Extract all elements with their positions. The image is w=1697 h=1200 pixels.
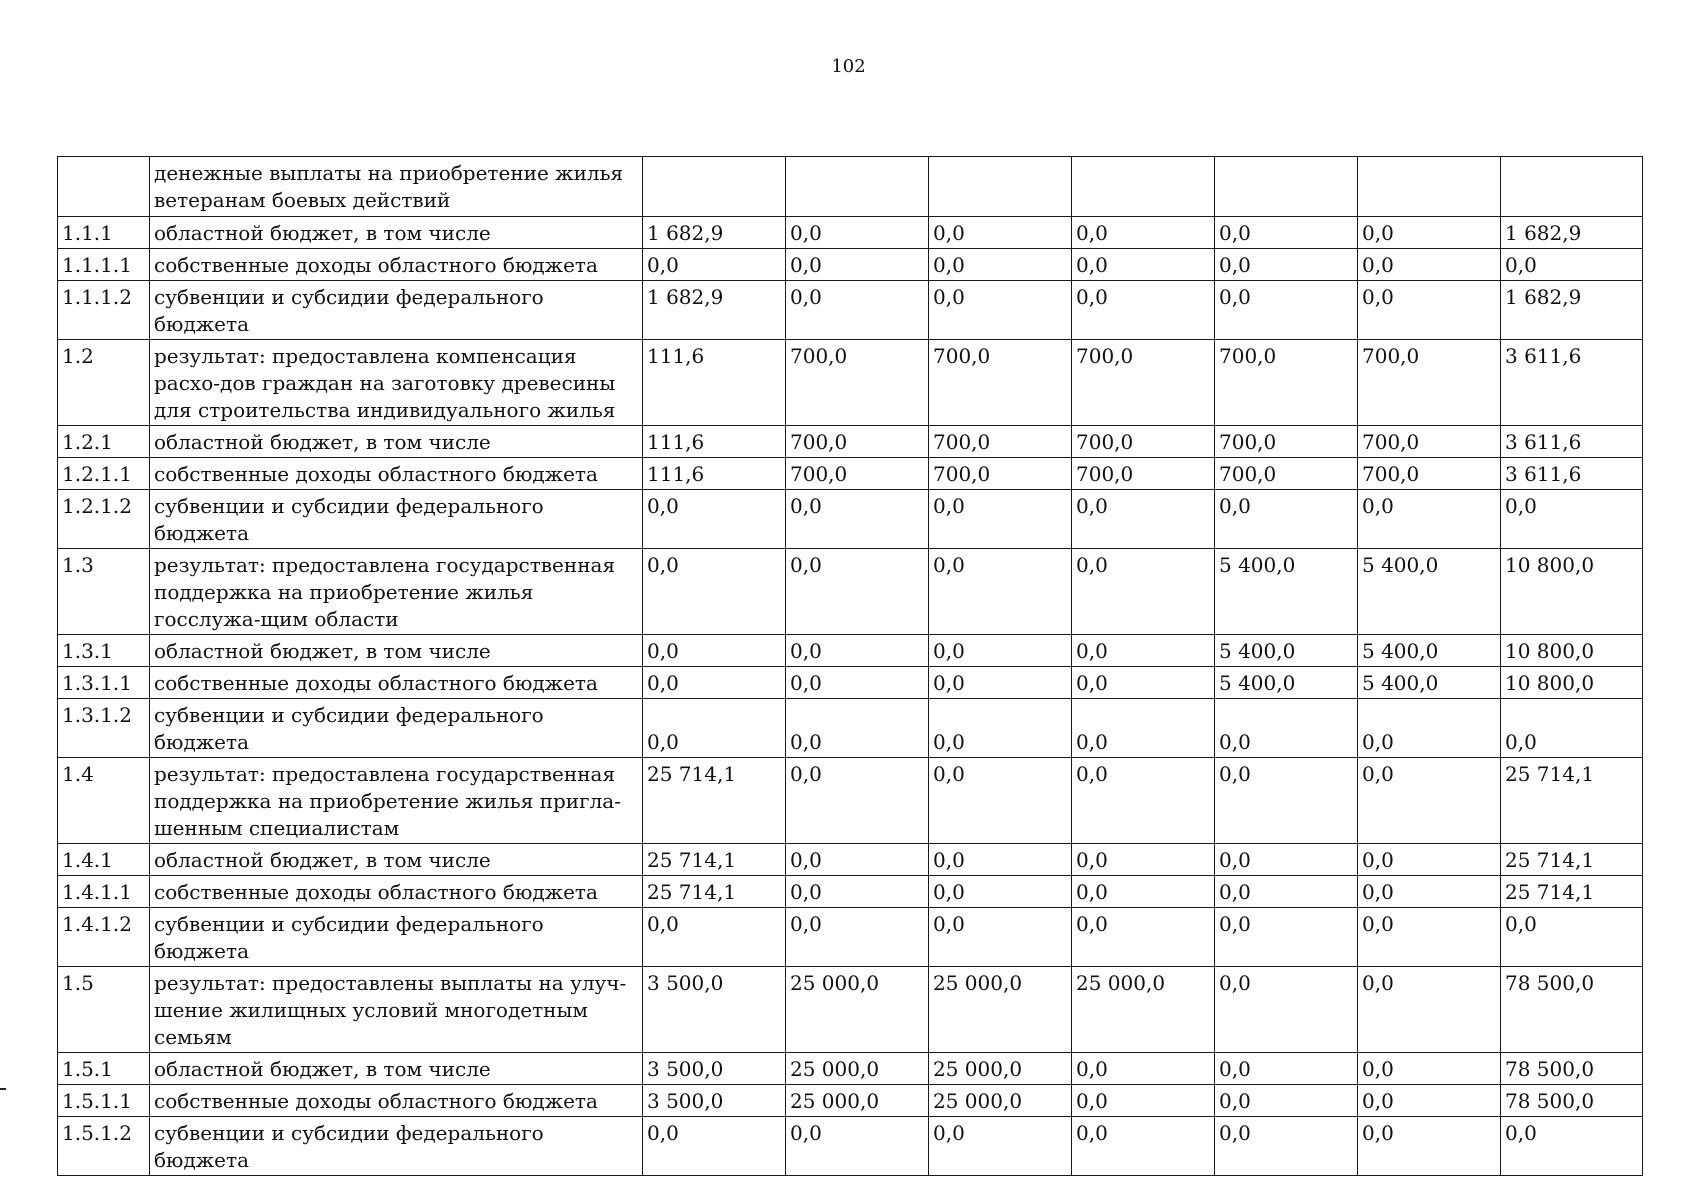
row-value: 0,0 (1358, 967, 1501, 1053)
row-code: 1.4.1.1 (58, 876, 150, 908)
row-value: 700,0 (786, 426, 929, 458)
row-code: 1.1.1.2 (58, 281, 150, 340)
row-value: 0,0 (643, 635, 786, 667)
row-code: 1.4.1.2 (58, 908, 150, 967)
row-value: 700,0 (1215, 340, 1358, 426)
row-value: 700,0 (1358, 426, 1501, 458)
table-body (58, 157, 1643, 1176)
table-row (58, 281, 1643, 340)
row-value: 0,0 (1501, 490, 1643, 549)
row-code: 1.4 (58, 758, 150, 844)
row-value: 700,0 (1072, 426, 1215, 458)
row-value (643, 157, 786, 217)
row-value: 700,0 (929, 340, 1072, 426)
row-value: 1 682,9 (643, 217, 786, 249)
table-row (58, 490, 1643, 549)
row-value: 0,0 (1072, 667, 1215, 699)
row-name: собственные доходы областного бюджета (150, 458, 643, 490)
row-value: 3 611,6 (1501, 340, 1643, 426)
row-value: 25 000,0 (929, 1053, 1072, 1085)
row-value: 0,0 (1358, 1053, 1501, 1085)
table-row (58, 549, 1643, 635)
row-value: 0,0 (929, 699, 1072, 758)
row-value: 0,0 (1358, 1117, 1501, 1176)
page-number: 102 (831, 56, 866, 77)
row-value (929, 157, 1072, 217)
row-code (58, 157, 150, 217)
row-value (1501, 157, 1643, 217)
row-value: 5 400,0 (1358, 635, 1501, 667)
row-code: 1.3.1.1 (58, 667, 150, 699)
row-value: 0,0 (1072, 249, 1215, 281)
row-value: 0,0 (1501, 699, 1643, 758)
table-row (58, 667, 1643, 699)
row-value: 700,0 (786, 340, 929, 426)
row-value: 25 714,1 (643, 844, 786, 876)
row-value: 0,0 (1215, 249, 1358, 281)
row-value: 0,0 (929, 667, 1072, 699)
row-value: 700,0 (1215, 458, 1358, 490)
row-value: 0,0 (786, 217, 929, 249)
row-value: 0,0 (929, 635, 1072, 667)
row-name: областной бюджет, в том числе (150, 844, 643, 876)
row-value: 78 500,0 (1501, 1085, 1643, 1117)
row-value: 0,0 (1215, 876, 1358, 908)
row-value: 700,0 (1358, 458, 1501, 490)
row-value: 0,0 (643, 667, 786, 699)
row-value: 10 800,0 (1501, 667, 1643, 699)
row-value: 78 500,0 (1501, 967, 1643, 1053)
row-value: 0,0 (1358, 699, 1501, 758)
row-value: 0,0 (1072, 1117, 1215, 1176)
row-name: областной бюджет, в том числе (150, 635, 643, 667)
row-value: 1 682,9 (1501, 217, 1643, 249)
row-value: 25 000,0 (929, 967, 1072, 1053)
table-row (58, 758, 1643, 844)
row-value: 0,0 (929, 281, 1072, 340)
row-name: результат: предоставлена компенсация расхо-дов граждан на заготовку древесины для строительства индивидуального жилья (150, 340, 643, 426)
table-row (58, 1053, 1643, 1085)
row-value: 0,0 (1358, 908, 1501, 967)
table-row (58, 217, 1643, 249)
row-value: 0,0 (1358, 249, 1501, 281)
row-value: 0,0 (1358, 844, 1501, 876)
row-value: 0,0 (643, 908, 786, 967)
table-row (58, 458, 1643, 490)
row-value: 25 000,0 (929, 1085, 1072, 1117)
row-code: 1.5.1 (58, 1053, 150, 1085)
row-value: 0,0 (786, 635, 929, 667)
row-value: 0,0 (643, 699, 786, 758)
row-value: 25 000,0 (786, 1053, 929, 1085)
table-row (58, 699, 1643, 758)
row-name: собственные доходы областного бюджета (150, 1085, 643, 1117)
row-value: 0,0 (1215, 490, 1358, 549)
row-value: 0,0 (643, 549, 786, 635)
row-value: 0,0 (1215, 699, 1358, 758)
row-value: 1 682,9 (1501, 281, 1643, 340)
row-value: 0,0 (1358, 490, 1501, 549)
row-value: 25 000,0 (786, 967, 929, 1053)
row-value: 111,6 (643, 458, 786, 490)
row-value: 1 682,9 (643, 281, 786, 340)
row-value: 0,0 (1358, 217, 1501, 249)
row-name: собственные доходы областного бюджета (150, 249, 643, 281)
row-value: 111,6 (643, 340, 786, 426)
row-value: 25 714,1 (1501, 844, 1643, 876)
row-code: 1.5 (58, 967, 150, 1053)
row-value: 0,0 (786, 249, 929, 281)
row-value: 25 714,1 (643, 876, 786, 908)
row-value: 0,0 (929, 844, 1072, 876)
row-name: собственные доходы областного бюджета (150, 876, 643, 908)
row-value: 5 400,0 (1358, 667, 1501, 699)
table-row (58, 967, 1643, 1053)
table-row (58, 635, 1643, 667)
row-value: 3 611,6 (1501, 426, 1643, 458)
row-value: 25 714,1 (1501, 758, 1643, 844)
row-value: 0,0 (929, 490, 1072, 549)
row-value: 3 611,6 (1501, 458, 1643, 490)
row-value: 0,0 (1501, 249, 1643, 281)
row-value: 5 400,0 (1215, 667, 1358, 699)
row-value: 25 714,1 (1501, 876, 1643, 908)
row-value: 0,0 (929, 549, 1072, 635)
row-code: 1.2.1.1 (58, 458, 150, 490)
row-value: 0,0 (643, 1117, 786, 1176)
row-code: 1.5.1.1 (58, 1085, 150, 1117)
row-value: 700,0 (1215, 426, 1358, 458)
row-name: субвенции и субсидии федерального бюджета (150, 699, 643, 758)
row-code: 1.1.1.1 (58, 249, 150, 281)
row-value: 0,0 (1215, 217, 1358, 249)
row-value: 700,0 (786, 458, 929, 490)
row-code: 1.1.1 (58, 217, 150, 249)
row-code: 1.2 (58, 340, 150, 426)
table-row (58, 844, 1643, 876)
row-value: 0,0 (643, 490, 786, 549)
row-value: 0,0 (1072, 1053, 1215, 1085)
row-value (1358, 157, 1501, 217)
row-value: 0,0 (786, 281, 929, 340)
row-value: 0,0 (786, 908, 929, 967)
row-value: 3 500,0 (643, 1053, 786, 1085)
row-name: субвенции и субсидии федерального бюджета (150, 908, 643, 967)
row-name: субвенции и субсидии федерального бюджета (150, 281, 643, 340)
row-value (786, 157, 929, 217)
row-value: 0,0 (1501, 1117, 1643, 1176)
table-row (58, 340, 1643, 426)
row-value: 700,0 (1072, 340, 1215, 426)
row-value: 0,0 (929, 758, 1072, 844)
row-value: 0,0 (1215, 1085, 1358, 1117)
row-value: 0,0 (1072, 281, 1215, 340)
row-name: областной бюджет, в том числе (150, 426, 643, 458)
row-value: 0,0 (1215, 844, 1358, 876)
row-value: 3 500,0 (643, 967, 786, 1053)
row-value: 0,0 (786, 667, 929, 699)
row-value: 700,0 (929, 426, 1072, 458)
row-code: 1.2.1.2 (58, 490, 150, 549)
row-code: 1.5.1.2 (58, 1117, 150, 1176)
row-value: 25 000,0 (786, 1085, 929, 1117)
row-value: 0,0 (1358, 1085, 1501, 1117)
row-value (1215, 157, 1358, 217)
row-value (1072, 157, 1215, 217)
row-value: 0,0 (786, 490, 929, 549)
row-value: 0,0 (1215, 967, 1358, 1053)
row-value: 0,0 (643, 249, 786, 281)
table-row (58, 249, 1643, 281)
row-code: 1.3.1.2 (58, 699, 150, 758)
row-value: 0,0 (786, 1117, 929, 1176)
row-value: 0,0 (929, 249, 1072, 281)
row-value: 111,6 (643, 426, 786, 458)
row-name: результат: предоставлена государственная поддержка на приобретение жилья госслужа-щим области (150, 549, 643, 635)
row-value: 5 400,0 (1215, 549, 1358, 635)
row-value: 10 800,0 (1501, 549, 1643, 635)
table-row (58, 157, 1643, 217)
row-code: 1.2.1 (58, 426, 150, 458)
row-code: 1.3 (58, 549, 150, 635)
row-value: 0,0 (1072, 699, 1215, 758)
row-value: 0,0 (1215, 758, 1358, 844)
row-value: 700,0 (929, 458, 1072, 490)
row-value: 5 400,0 (1358, 549, 1501, 635)
row-value: 0,0 (1215, 281, 1358, 340)
row-value: 25 714,1 (643, 758, 786, 844)
row-value: 0,0 (1501, 908, 1643, 967)
table-row (58, 1117, 1643, 1176)
row-value: 0,0 (786, 844, 929, 876)
row-value: 0,0 (929, 908, 1072, 967)
row-name: результат: предоставлены выплаты на улуч-шение жилищных условий многодетным семьям (150, 967, 643, 1053)
row-value: 0,0 (1072, 1085, 1215, 1117)
row-name: собственные доходы областного бюджета (150, 667, 643, 699)
row-value: 0,0 (1358, 758, 1501, 844)
row-value: 0,0 (1072, 844, 1215, 876)
row-name: денежные выплаты на приобретение жилья ветеранам боевых действий (150, 157, 643, 217)
row-name: областной бюджет, в том числе (150, 217, 643, 249)
row-value: 0,0 (1215, 1117, 1358, 1176)
row-code: 1.4.1 (58, 844, 150, 876)
row-value: 0,0 (786, 549, 929, 635)
row-value: 0,0 (929, 1117, 1072, 1176)
margin-mark (0, 1088, 6, 1090)
row-name: субвенции и субсидии федерального бюджета (150, 490, 643, 549)
row-value: 0,0 (1072, 908, 1215, 967)
row-value: 0,0 (1358, 876, 1501, 908)
row-value: 0,0 (929, 876, 1072, 908)
row-code: 1.3.1 (58, 635, 150, 667)
budget-table (57, 156, 1643, 1176)
row-value: 25 000,0 (1072, 967, 1215, 1053)
row-name: субвенции и субсидии федерального бюджета (150, 1117, 643, 1176)
row-value: 0,0 (1072, 758, 1215, 844)
row-value: 0,0 (1215, 1053, 1358, 1085)
row-value: 0,0 (1072, 876, 1215, 908)
row-value: 0,0 (786, 758, 929, 844)
row-value: 0,0 (1072, 549, 1215, 635)
row-value: 0,0 (1215, 908, 1358, 967)
row-value: 0,0 (1072, 217, 1215, 249)
table-row (58, 1085, 1643, 1117)
row-value: 0,0 (786, 876, 929, 908)
table-row (58, 908, 1643, 967)
row-value: 700,0 (1358, 340, 1501, 426)
row-value: 78 500,0 (1501, 1053, 1643, 1085)
table-row (58, 876, 1643, 908)
row-value: 0,0 (929, 217, 1072, 249)
row-value: 0,0 (1358, 281, 1501, 340)
table-row (58, 426, 1643, 458)
row-value: 5 400,0 (1215, 635, 1358, 667)
row-value: 0,0 (786, 699, 929, 758)
row-name: результат: предоставлена государственная поддержка на приобретение жилья пригла-шенным специалистам (150, 758, 643, 844)
row-name: областной бюджет, в том числе (150, 1053, 643, 1085)
row-value: 0,0 (1072, 635, 1215, 667)
row-value: 0,0 (1072, 490, 1215, 549)
row-value: 10 800,0 (1501, 635, 1643, 667)
row-value: 700,0 (1072, 458, 1215, 490)
row-value: 3 500,0 (643, 1085, 786, 1117)
